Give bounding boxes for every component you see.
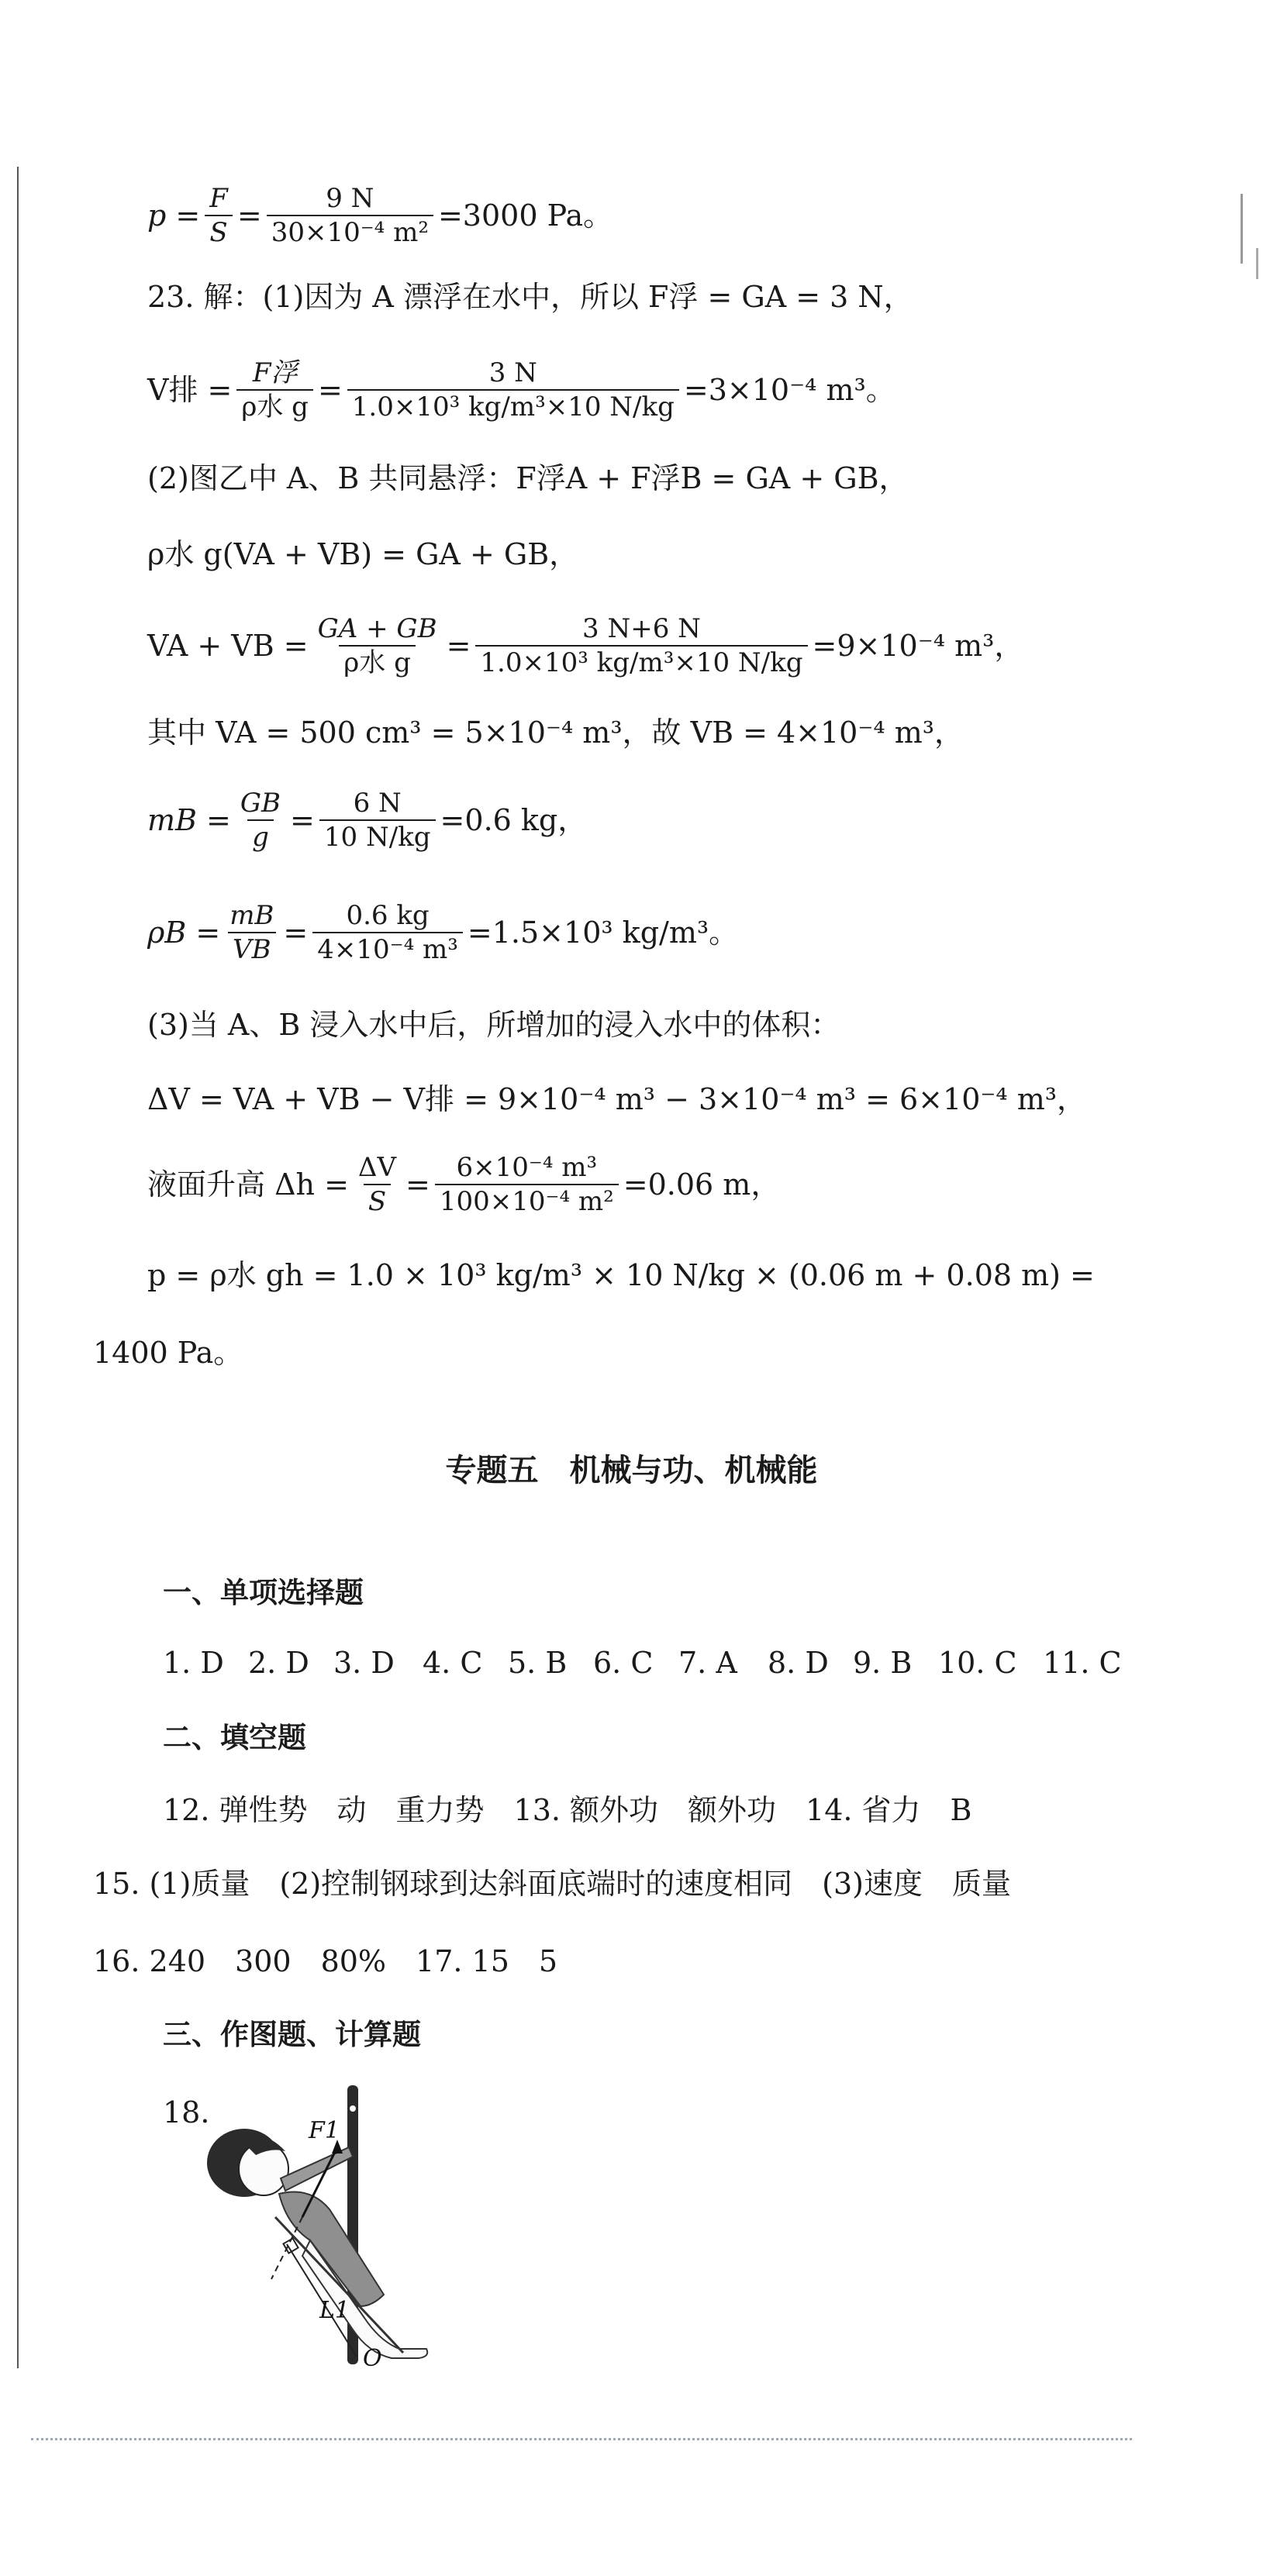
arm (281, 2147, 353, 2191)
v-pai-formula (147, 357, 895, 423)
answer-item: 1. D (163, 1646, 224, 1680)
left-margin-line (17, 167, 19, 2368)
fraction (312, 899, 463, 966)
section-heading-drawing-calc: 三、作图题、计算题 (163, 2018, 421, 2051)
result: =9×10⁻⁴ m³， (812, 629, 1024, 663)
numerator: 6×10⁻⁴ m³ (456, 1152, 598, 1183)
formula-lhs: 液面升高 Δh = (147, 1167, 349, 1202)
result: =3000 Pa。 (437, 198, 613, 233)
denominator: 4×10⁻⁴ m³ (312, 932, 463, 966)
fraction (435, 1151, 619, 1218)
result: =0.06 m， (623, 1167, 781, 1202)
denominator: 1.0×10³ kg/m³×10 N/kg (347, 389, 679, 423)
rho-equation: ρ水 g(VA + VB) = GA + GB， (147, 537, 579, 571)
page-bottom-dotted-line (31, 2438, 1132, 2440)
formula-lhs: ρB = (147, 916, 221, 950)
fill-answers-line: 16. 240 300 80% 17. 15 5 (93, 1944, 558, 1978)
answer-item: 9. B (853, 1646, 913, 1680)
answer-item: 4. C (423, 1646, 483, 1680)
equals: = (283, 916, 309, 950)
p-final-continued: 1400 Pa。 (93, 1336, 243, 1370)
fraction (205, 182, 233, 249)
formula-lhs: mB = (147, 803, 231, 837)
fraction (319, 787, 436, 853)
pole-dot (350, 2105, 356, 2112)
denominator: 30×10⁻⁴ m² (267, 215, 433, 249)
equals: = (236, 198, 262, 233)
label-l1: L1 (319, 2297, 350, 2324)
fraction (267, 182, 433, 249)
delta-h-formula (147, 1151, 780, 1218)
denominator: S (205, 215, 232, 249)
equals: = (317, 373, 343, 407)
answer-item: 7. A (678, 1646, 737, 1680)
fraction (236, 787, 285, 853)
topic-title: 专题五 机械与功、机械能 (445, 1453, 818, 1488)
result: =3×10⁻⁴ m³。 (683, 373, 895, 407)
numerator: GB (240, 788, 281, 819)
denominator: 1.0×10³ kg/m³×10 N/kg (475, 645, 807, 679)
numerator: F (209, 183, 228, 214)
part2-intro: (2)图乙中 A、B 共同悬浮：F浮A + F浮B = GA + GB， (147, 461, 909, 495)
lever-figure (194, 2085, 504, 2372)
pressure-formula (147, 182, 613, 249)
numerator: 6 N (353, 788, 402, 819)
answer-item: 3. D (333, 1646, 395, 1680)
numerator: ΔV (357, 1152, 397, 1183)
result: =1.5×10³ kg/m³。 (467, 916, 739, 950)
fraction (225, 899, 278, 966)
numerator: 0.6 kg (346, 900, 430, 931)
answer-item: 6. C (593, 1646, 654, 1680)
q23-intro: 23. 解：(1)因为 A 漂浮在水中，所以 F浮 = GA = 3 N， (147, 280, 913, 314)
answer-item: 2. D (248, 1646, 309, 1680)
fraction (354, 1151, 401, 1218)
part3-intro: (3)当 A、B 浸入水中后，所增加的浸入水中的体积： (147, 1008, 840, 1042)
result: =0.6 kg， (440, 803, 588, 837)
fill-answers-line: 12. 弹性势 动 重力势 13. 额外功 额外功 14. 省力 B (163, 1793, 972, 1827)
answer-item: 10. C (938, 1646, 1017, 1680)
equals: = (405, 1167, 430, 1202)
fraction (313, 612, 442, 679)
section-heading-fill-blank: 二、填空题 (163, 1721, 306, 1754)
section-heading-single-choice: 一、单项选择题 (163, 1576, 364, 1609)
scan-mark (1256, 248, 1258, 279)
numerator: mB (229, 900, 274, 931)
equals: = (290, 803, 315, 837)
equals: = (446, 629, 471, 663)
formula-lhs: V排 = (147, 373, 233, 407)
numerator: GA + GB (317, 613, 437, 644)
fraction (236, 357, 313, 423)
question-number: 18. (163, 2095, 210, 2129)
label-f1: F1 (309, 2117, 340, 2144)
denominator: 100×10⁻⁴ m² (435, 1184, 619, 1218)
mb-formula (147, 787, 587, 853)
scan-mark (1241, 194, 1243, 264)
denominator: 10 N/kg (319, 819, 436, 853)
answer-item: 5. B (508, 1646, 568, 1680)
label-o: O (363, 2345, 382, 2372)
va-line: 其中 VA = 500 cm³ = 5×10⁻⁴ m³，故 VB = 4×10⁻⁴ m³， (147, 716, 964, 750)
p-final-line: p = ρ水 gh = 1.0 × 10³ kg/m³ × 10 N/kg × (0.06 m + 0.08 m) = (147, 1258, 1095, 1292)
answer-item: 11. C (1043, 1646, 1122, 1680)
denominator: ρ水 g (339, 645, 416, 679)
numerator: 9 N (326, 183, 374, 214)
fraction (347, 357, 679, 423)
formula-lhs: p = (147, 198, 201, 233)
va-vb-formula (147, 612, 1023, 679)
answer-item: 8. D (768, 1646, 829, 1680)
denominator: g (247, 819, 274, 853)
fraction (475, 612, 807, 679)
rhob-formula (147, 899, 738, 966)
denominator: VB (228, 932, 276, 966)
fill-answers-line: 15. (1)质量 (2)控制钢球到达斜面底端时的速度相同 (3)速度 质量 (93, 1867, 1011, 1901)
denominator: S (364, 1184, 391, 1218)
numerator: 3 N (488, 357, 537, 388)
formula-lhs: VA + VB = (147, 629, 309, 663)
delta-v-line: ΔV = VA + VB − V排 = 9×10⁻⁴ m³ − 3×10⁻⁴ m³ = 6×10⁻⁴ m³， (147, 1082, 1087, 1116)
numerator: F浮 (252, 357, 298, 388)
numerator: 3 N+6 N (582, 613, 701, 644)
denominator: ρ水 g (236, 389, 313, 423)
